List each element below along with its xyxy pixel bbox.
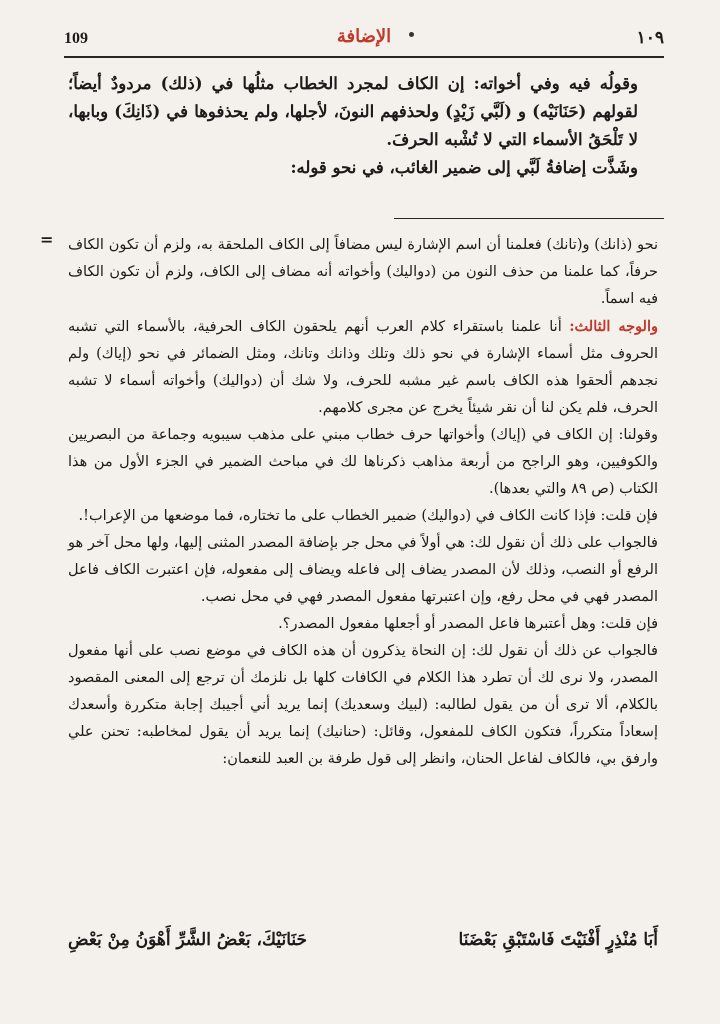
footnote-divider [394,218,664,219]
footnote-paragraph: فالجواب على ذلك أن نقول لك: هي أولاً في محل جر بإضافة المصدر المثنى إليها، ولها محل آخر هو الرفع أو النصب، وذلك لأن المصدر يضاف إلى فاعله ويضاف إلى مفعوله، فإن اعتبرت الكاف فاعل المصدر فهي في محل رفع، وإن اعتبرتها مفعول المصدر فهي في محل نصب. [68,535,658,605]
footnote-paragraph: فإن قلت: وهل أعتبرها فاعل المصدر أو أجعلها مفعول المصدر؟. [278,616,658,632]
running-title: الإضافة [336,26,392,47]
footnote-text: أنا علمنا باستقراء كلام العرب أنهم يلحقون الكاف الحرفية، بالأسماء التي تشبه الحروف مثل أسماء الإشارة في نحو ذلك وتلك وذانك وتانك، ومثل الضمائر في نحو (إياك) ولم نجدهم ألحقوا هذه الكاف باسم غير مشبه للحرف، ولا شك أن (دواليك) وأخواته أسماء لا تشبه الحرف، فلم يكن لنا أن نقر شيئاً يخرج عن مجرى كلامهم. [68,319,658,416]
footnote-paragraph: نحو (ذانك) و(تانك) فعلمنا أن اسم الإشارة ليس مضافاً إلى الكاف الملحقة به، ولزم أن تكون الكاف حرفاً، كما علمنا من حذف النون من (دواليك) وأخواته أنه مضاف إلى الكاف، ولزم أن تكون الكاف فيه اسماً. [68,237,658,307]
footnote-paragraph: فالجواب عن ذلك أن نقول لك: إن النحاة يذكرون أن هذه الكاف في موضع نصب على أنها مفعول المصدر، ولا نرى لك أن تطرد هذا الكلام في الكافات كلها بل نلزمك أن ترجع إلى المعنى المقصود بالكلام، ألا ترى أن من يقول لطالبه: (لبيك وسعديك) إنما يريد أني أجيبك إجابة متكررة وأسعدك إسعاداً متكرراً، فتكون الكاف للمفعول، وقائل: (حنانيك) إنما يريد أن يقول لمخاطبه: تحنن علي وارفق بي، فالكاف لفاعل الحنان، وانظر إلى قول طرفة بن العبد للنعمان: [68,643,658,767]
main-text [68,70,660,182]
verse-hemistich-first: أَبَا مُنْذِرٍ أَفْنَيْتَ فَاسْتَبْقِ بَعْضَنَا [458,930,658,950]
continuation-marker: = [40,230,54,249]
page-number-arabic: ١٠٩ [636,28,664,48]
poetry-verse [68,930,658,950]
main-paragraph: وشَذَّت إضافةُ لَبَّي إلى ضمير الغائب، في نحو قوله: [290,158,638,177]
section-label: والوجه الثالث: [569,318,659,335]
main-paragraph: وقولُه فيه وفي أخواته: إن الكاف لمجرد الخطاب مثلُها في (ذلك) مردودٌ أيضاً؛ لقولهم (حَنَانَيْه) و (لَبَّي زَيْدٍ) ولحذفهم النونَ، لأجلها، ولم يحذفوها في (ذَانِكَ) وبابها، لا تَلْحَقُ الأسماء التي لا تُشْبه الحرفَ. [68,74,638,149]
footnote-paragraph: وقولنا: إن الكاف في (إياك) وأخواتها حرف خطاب مبني على مذهب سيبويه وجماعة من البصريين والكوفيين، وهو الراجح من أربعة مذاهب ذكرناها لك في مباحث الضمير في الجزء الأول من هذا الكتاب (ص ٨٩ والتي بعدها). [68,427,658,497]
footnotes [68,232,658,773]
page-number-latin: 109 [64,30,88,47]
page-header [64,26,664,58]
footnote-paragraph: فإن قلت: فإذا كانت الكاف في (دواليك) ضمير الخطاب على ما تختاره، فما موضعها من الإعراب!. [78,508,658,524]
verse-hemistich-second: حَنَانَيْكَ، بَعْضُ الشَّرِّ أَهْوَنُ مِنْ بَعْضِ [68,930,308,950]
footnote-paragraph [68,313,658,422]
